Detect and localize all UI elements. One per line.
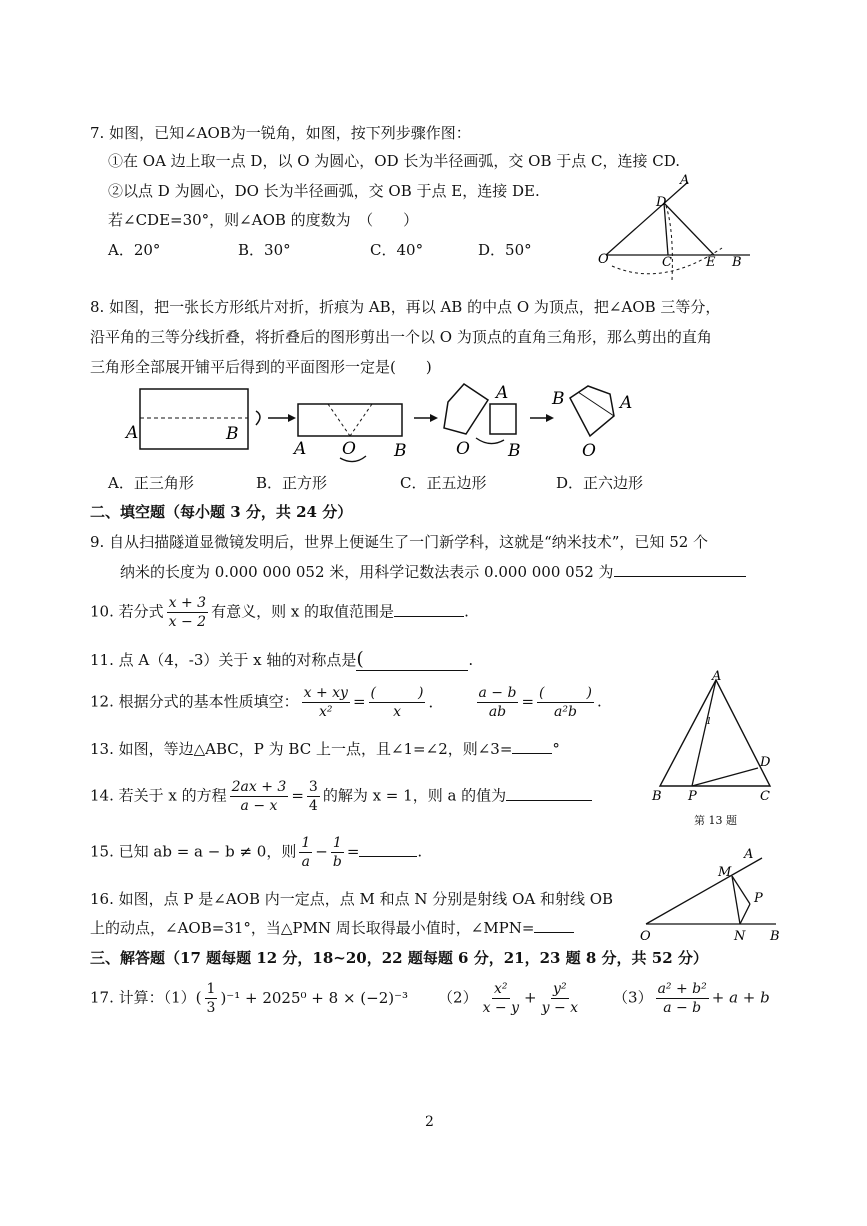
q9-line2-text: 纳米的长度为 0.000 000 052 米，用科学记数法表示 0.000 000 052 为 xyxy=(120,563,614,581)
q8-figure xyxy=(118,376,648,466)
q9-answer-blank[interactable] xyxy=(614,576,746,577)
svg-text:B: B xyxy=(552,389,565,409)
q11: 11. 点 A（4，-3）关于 x 轴的对称点是( . xyxy=(90,648,474,670)
q7-label-o: O xyxy=(598,252,609,267)
q8-option-a[interactable]: A．正三角形 xyxy=(108,474,194,492)
section2-heading: 二、填空题（每小题 3 分，共 24 分） xyxy=(90,503,353,521)
q10-answer-blank[interactable] xyxy=(394,616,464,617)
svg-text:A: A xyxy=(620,393,633,413)
svg-text:A: A xyxy=(126,423,139,443)
section3-heading: 三、解答题（17 题每题 12 分，18~20，22 题每题 6 分，21，23 题 8 分，共 52 分） xyxy=(90,949,708,967)
q7-label-c: C xyxy=(662,255,672,270)
q7-label-d: D xyxy=(656,195,667,210)
svg-text:P: P xyxy=(754,891,763,906)
svg-text:O: O xyxy=(640,929,651,944)
svg-text:1: 1 xyxy=(706,717,712,727)
svg-text:B: B xyxy=(226,424,239,444)
q7-option-d[interactable]: D．50° xyxy=(478,241,532,259)
q10-post: 有意义，则 x 的取值范围是 xyxy=(211,602,395,621)
svg-text:A: A xyxy=(496,383,509,403)
q15-answer-blank[interactable] xyxy=(359,856,417,857)
q8-line2: 沿平角的三等分线折叠，将折叠后的图形剪出一个以 O 为顶点的直角三角形，那么剪出的直角 xyxy=(90,328,712,346)
q7-label-a: A xyxy=(680,173,690,188)
svg-text:A: A xyxy=(744,847,754,862)
svg-text:B: B xyxy=(770,929,780,944)
q8-option-d[interactable]: D．正六边形 xyxy=(556,474,644,492)
q15: 15. 已知 ab = a − b ≠ 0，则 $\frac{1}{a}$ − $\frac{1}{b}$ = . xyxy=(90,835,423,870)
q14-answer-blank[interactable] xyxy=(506,800,592,801)
q7-line1: 7. 如图，已知∠AOB为一锐角，如图，按下列步骤作图： xyxy=(90,124,471,142)
q14-pre: 14. 若关于 x 的方程 xyxy=(90,786,227,805)
q16-answer-blank[interactable] xyxy=(534,932,574,933)
q7-figure xyxy=(592,170,762,280)
q17: 17. 计算：（1）( $\frac{1}{3}$ )⁻¹ + 2025⁰ + 8 × (−2)⁻³ （2） $\frac{\text{x²}}{x - y}$ + $\frac{\text{y²}}{y - x}$ （3） $\frac{\text{a² + b²}}{a - b}$ + a + b xyxy=(90,981,770,1016)
svg-text:D: D xyxy=(760,755,771,770)
svg-text:N: N xyxy=(734,929,746,944)
q9-line2 xyxy=(120,561,746,582)
svg-text:O: O xyxy=(342,439,356,459)
q7-label-b: B xyxy=(732,255,742,270)
q7-line4: 若∠CDE=30°，则∠AOB 的度数为 （ ） xyxy=(108,211,419,229)
q13-caption: 第 13 题 xyxy=(694,814,737,827)
svg-text:O: O xyxy=(456,439,470,459)
q13: 13. 如图，等边△ABC，P 为 BC 上一点，且∠1=∠2，则∠3= ° xyxy=(90,740,560,758)
q7-option-a[interactable]: A．20° xyxy=(108,241,161,259)
q14: 14. 若关于 x 的方程 $\frac{2ax + 3}{a - x}$ = $\frac{3}{4}$ 的解为 x = 1，则 a 的值为 xyxy=(90,778,592,815)
q17-pre: 17. 计算：（1） xyxy=(90,988,196,1007)
svg-text:O: O xyxy=(582,441,596,461)
q16-figure xyxy=(636,846,786,946)
q12: 12. 根据分式的基本性质填空： $\frac{x + xy}{\text{x²}}$ = $\frac{( )}{x}$ ． $\frac{a - b}{ab}$ = $\frac{( )}{\text{a²b}}$ . xyxy=(90,685,602,720)
svg-text:B: B xyxy=(394,441,407,461)
q8-line3: 三角形全部展开铺平后得到的平面图形一定是( ) xyxy=(90,358,432,376)
q12-blank-2[interactable]: $\frac{( )}{\text{a²b}}$ xyxy=(539,685,592,720)
q13-answer-blank[interactable] xyxy=(512,753,552,754)
svg-text:P: P xyxy=(688,789,697,804)
q15-pre: 15. 已知 ab = a − b ≠ 0，则 xyxy=(90,842,297,861)
q8-option-b[interactable]: B．正方形 xyxy=(256,474,328,492)
q16-line1: 16. 如图，点 P 是∠AOB 内一定点，点 M 和点 N 分别是射线 OA 和射线 OB xyxy=(90,890,614,908)
q16-line2: 上的动点，∠AOB=31°，当△PMN 周长取得最小值时，∠MPN= xyxy=(90,917,574,938)
q8-line1: 8. 如图，把一张长方形纸片对折，折痕为 AB，再以 AB 的中点 O 为顶点，把∠AOB 三等分， xyxy=(90,298,721,316)
q12-pre: 12. 根据分式的基本性质填空： xyxy=(90,692,299,711)
q12-blank-1[interactable]: $\frac{( )}{x}$ xyxy=(370,685,424,720)
svg-text:A: A xyxy=(294,439,307,459)
q10: 10. 若分式 $\frac{x + 3}{x - 2}$ 有意义，则 x 的取值范围是 . xyxy=(90,595,469,630)
q13-text: 13. 如图，等边△ABC，P 为 BC 上一点，且∠1=∠2，则∠3= xyxy=(90,740,513,758)
svg-text:B: B xyxy=(508,441,521,461)
svg-text:A: A xyxy=(712,669,722,684)
q11-answer-blank[interactable]: ( xyxy=(356,648,468,671)
q8-option-c[interactable]: C．正五边形 xyxy=(400,474,487,492)
svg-text:B: B xyxy=(652,789,662,804)
q7-line3: ②以点 D 为圆心，DO 长为半径画弧，交 OB 于点 E，连接 DE. xyxy=(108,182,540,200)
q7-line2: ①在 OA 边上取一点 D，以 O 为圆心，OD 长为半径画弧，交 OB 于点 C，连接 CD. xyxy=(108,152,680,170)
q7-label-e: E xyxy=(706,255,716,270)
q10-fraction: $\frac{x + 3}{x - 2}$ xyxy=(168,595,207,630)
q11-text: 11. 点 A（4，-3）关于 x 轴的对称点是 xyxy=(90,651,357,669)
svg-text:C: C xyxy=(760,789,770,804)
q10-pre: 10. 若分式 xyxy=(90,602,164,621)
svg-text:M: M xyxy=(718,865,732,880)
q7-option-c[interactable]: C．40° xyxy=(370,241,424,259)
page-number: 2 xyxy=(425,1114,434,1130)
q14-post: 的解为 x = 1，则 a 的值为 xyxy=(322,786,507,805)
q9-line1: 9. 自从扫描隧道显微镜发明后，世界上便诞生了一门新学科，这就是“纳米技术”，已知 52 个 xyxy=(90,533,709,551)
q13-figure xyxy=(648,668,778,808)
q7-option-b[interactable]: B．30° xyxy=(238,241,291,259)
